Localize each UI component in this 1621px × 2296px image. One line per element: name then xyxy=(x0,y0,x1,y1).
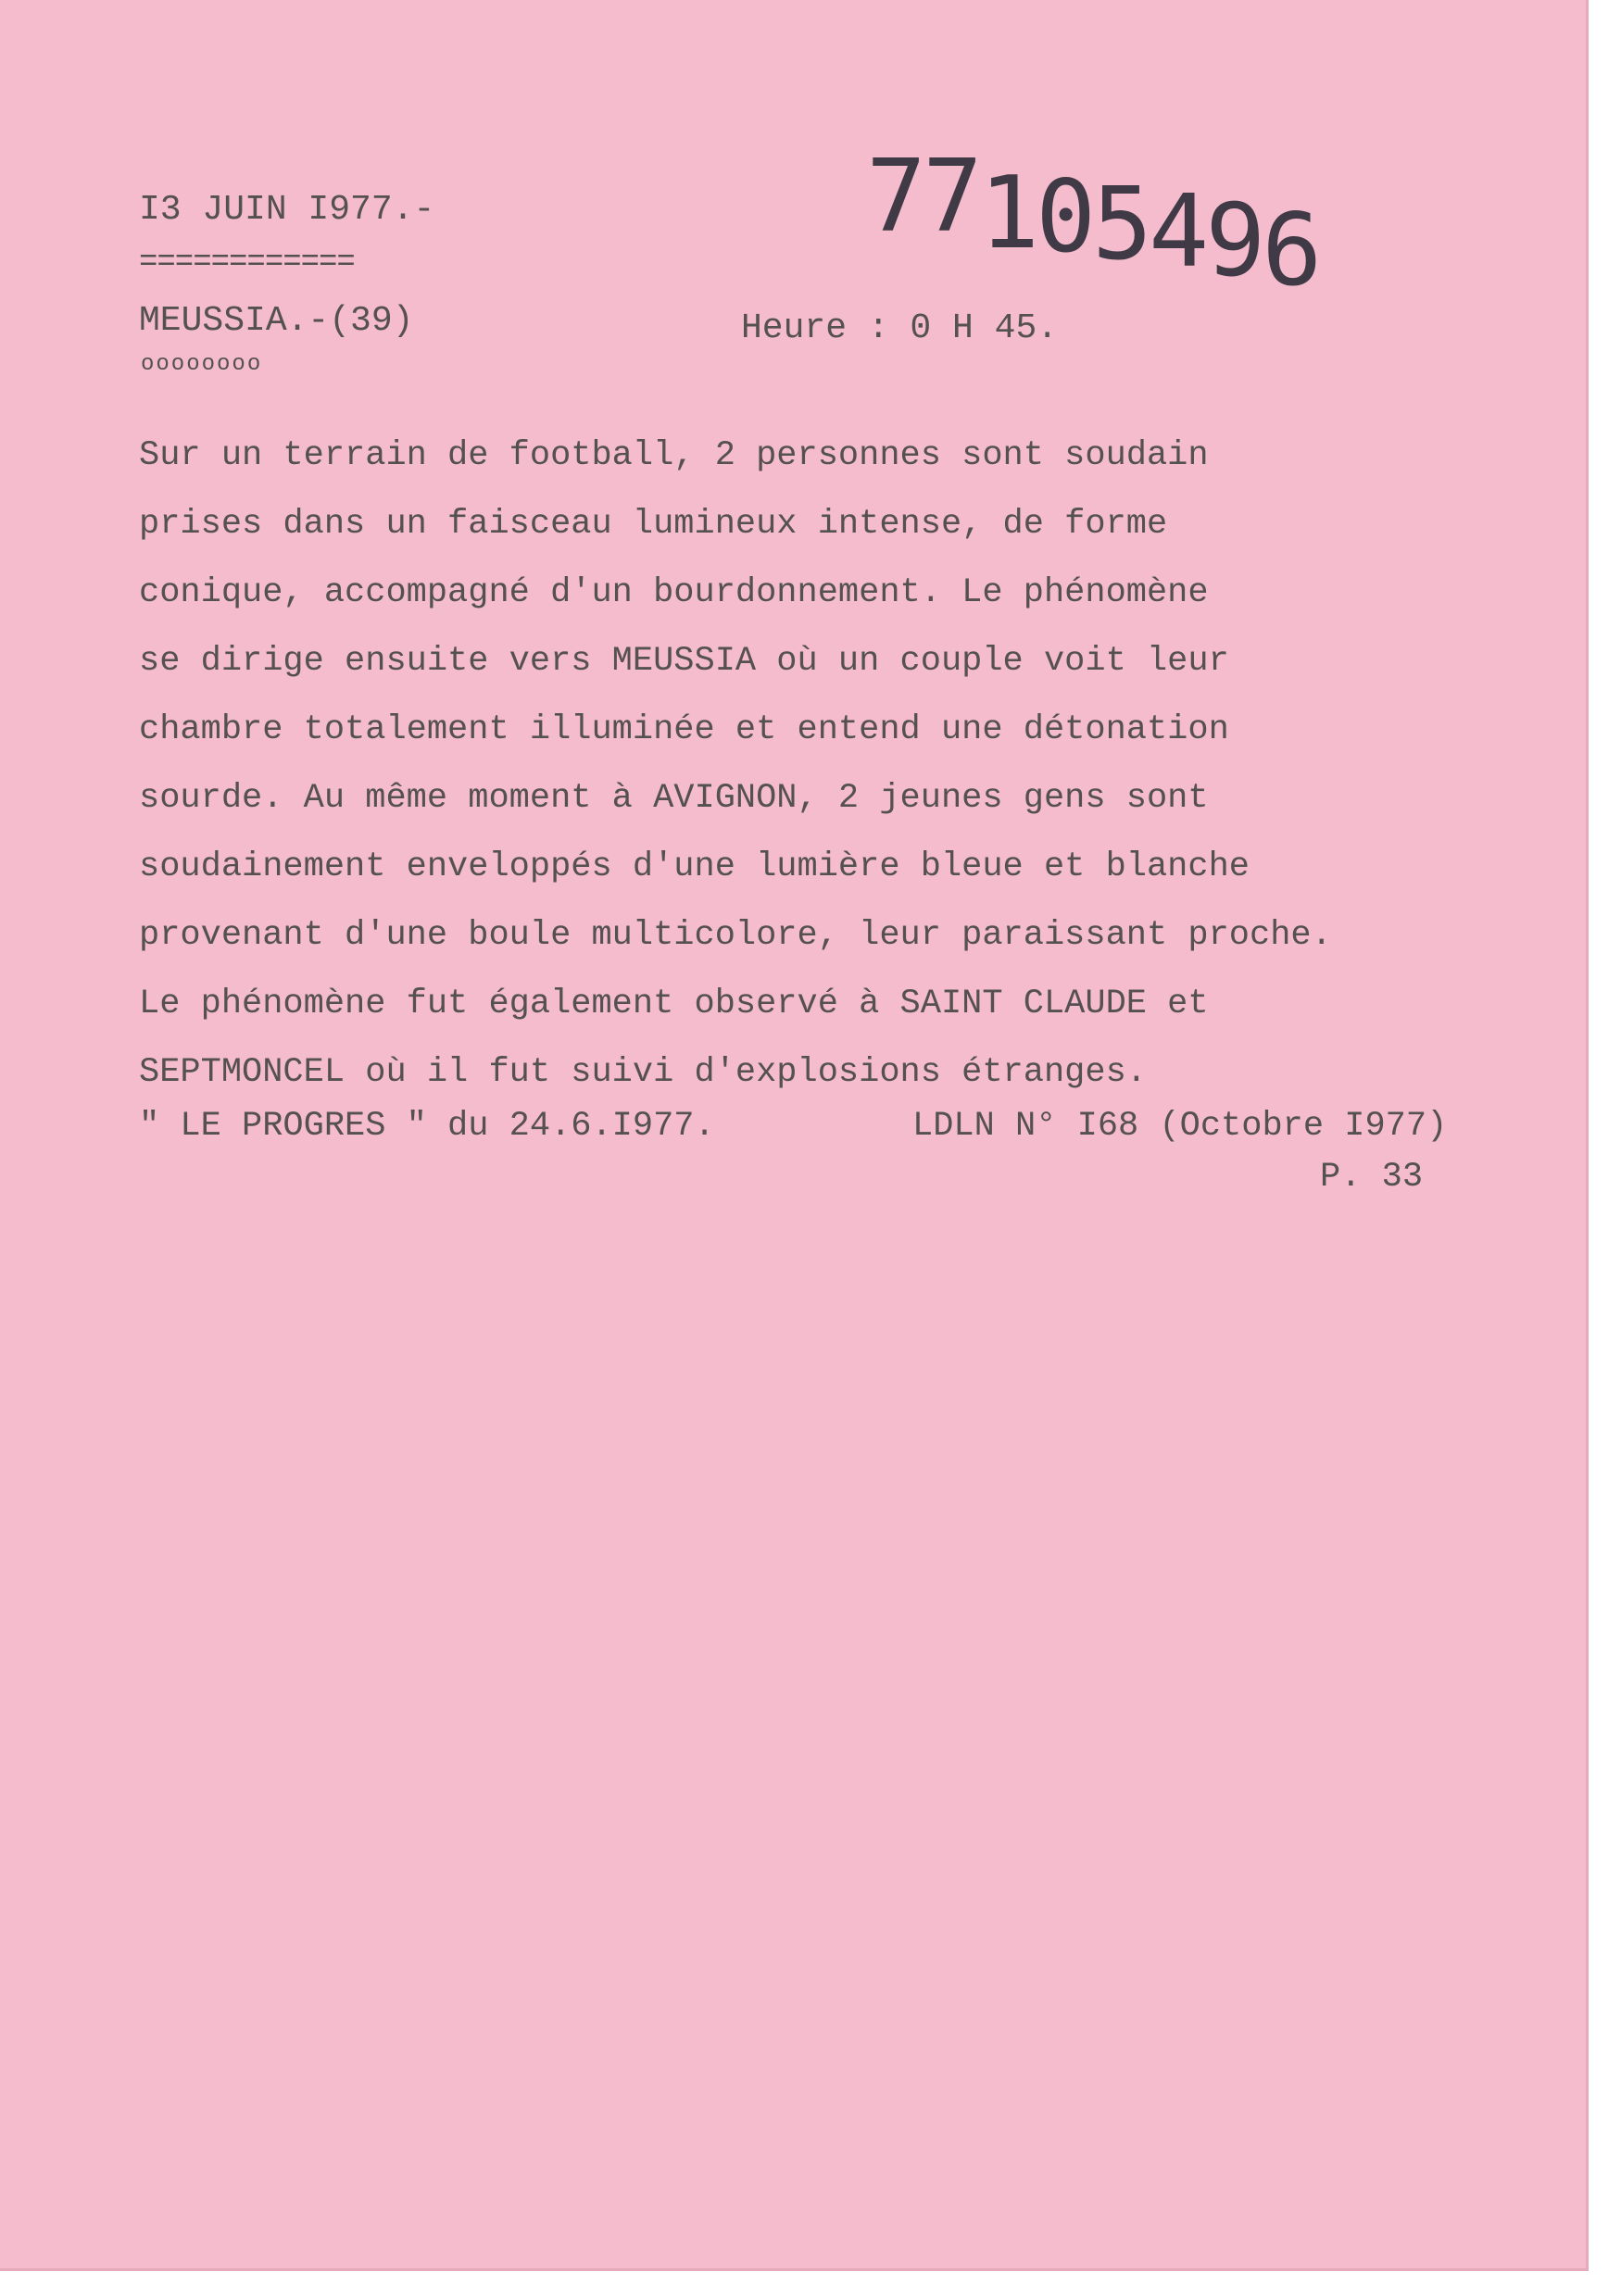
reference-stamp: 77105496 xyxy=(866,139,1319,308)
report-location: MEUSSIA.-(39) xyxy=(139,301,414,341)
location-underline: oooooooo xyxy=(141,352,263,377)
report-time: Heure : 0 H 45. xyxy=(741,308,1059,348)
body-line: chambre totalement illuminée et entend une détonation xyxy=(139,710,1229,749)
publication-reference: LDLN N° I68 (Octobre I977) xyxy=(912,1107,1448,1146)
body-line: sourde. Au même moment à AVIGNON, 2 jeunes gens sont xyxy=(139,779,1209,818)
body-line: prises dans un faisceau lumineux intense, de forme xyxy=(139,505,1168,544)
body-line: provenant d'une boule multicolore, leur paraissant proche. xyxy=(139,916,1332,955)
body-line: Le phénomène fut également observé à SAINT CLAUDE et xyxy=(139,985,1209,1023)
body-line: conique, accompagné d'un bourdonnement. Le phénomène xyxy=(139,573,1209,612)
body-line: soudainement enveloppés d'une lumière bleue et blanche xyxy=(139,847,1250,886)
report-body xyxy=(139,421,1575,1107)
report-date: I3 JUIN I977.- xyxy=(139,190,435,230)
body-line: Sur un terrain de football, 2 personnes sont soudain xyxy=(139,436,1209,475)
body-line: SEPTMONCEL où il fut suivi d'explosions étranges. xyxy=(139,1053,1147,1092)
date-underline: ============ xyxy=(139,245,355,281)
page-number: P. 33 xyxy=(1320,1158,1424,1197)
source-citation: " LE PROGRES " du 24.6.I977. xyxy=(139,1107,715,1146)
body-line: se dirige ensuite vers MEUSSIA où un couple voit leur xyxy=(139,642,1229,681)
